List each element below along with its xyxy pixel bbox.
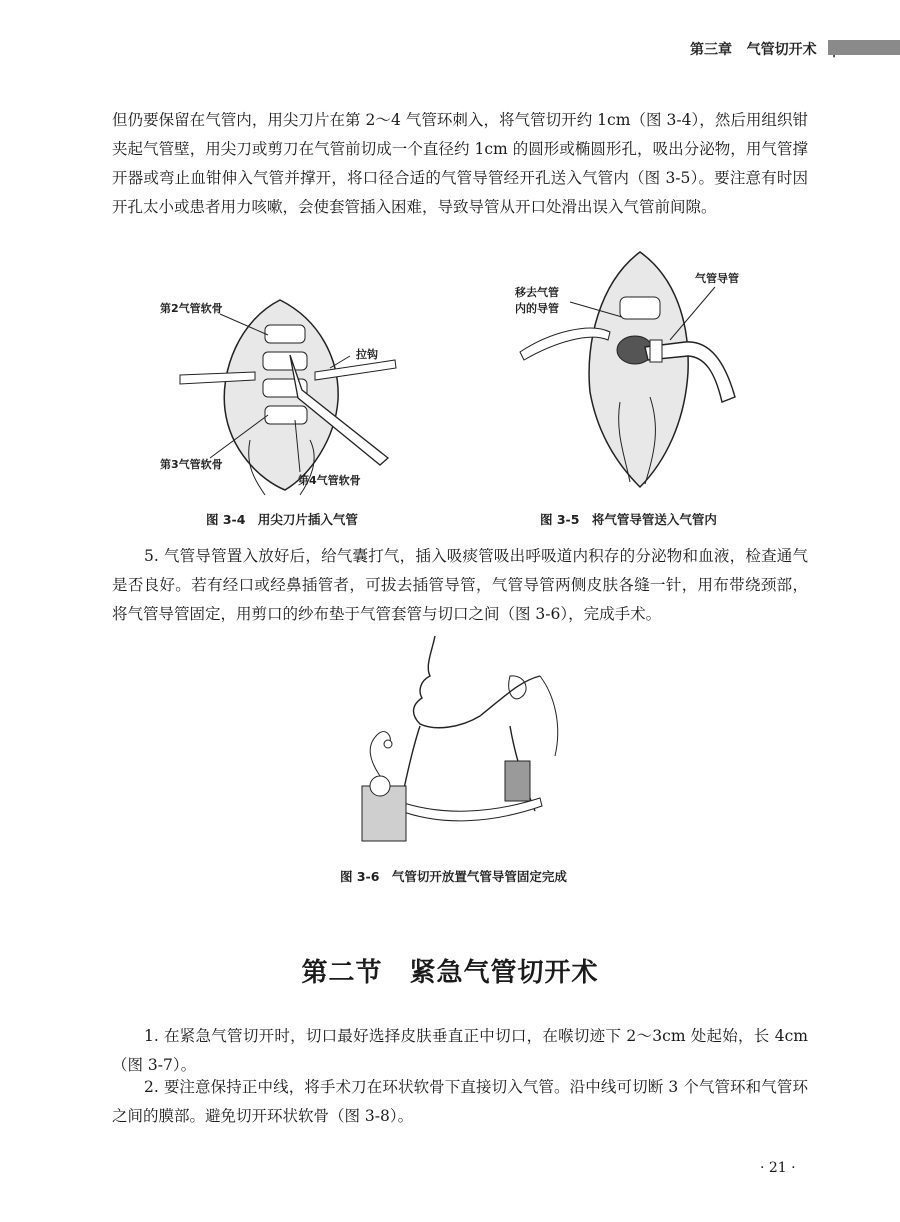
- figure-3-4-illustration: [160, 280, 410, 500]
- fig35-label-removed-tube-2: 内的导管: [515, 302, 559, 315]
- paragraph-3: 1. 在紧急气管切开时，切口最好选择皮肤垂直正中切口，在喉切迹下 2～3cm 处起始，长 4cm（图 3-7）。: [112, 1027, 808, 1074]
- figure-3-5-caption: 图 3-5 将气管导管送入气管内: [540, 512, 717, 527]
- header-title: 气管切开术: [746, 42, 817, 58]
- fig35-label-removed-tube-1: 移去气管: [515, 286, 559, 299]
- section-title: 第二节 紧急气管切开术: [301, 958, 599, 988]
- fig34-label-retractor: 拉钩: [356, 348, 378, 361]
- figure-3-4-caption: 图 3-4 用尖刀片插入气管: [206, 512, 358, 527]
- running-header: [690, 39, 837, 59]
- paragraph-2: 5. 气管导管置入放好后，给气囊打气，插入吸痰管吸出呼吸道内积存的分泌物和血液，检查通气是否良好。若有经口或经鼻插管者，可拔去插管导管，气管导管两侧皮肤各缝一针，用布带绕颈部，将气管导管固定，用剪口的纱布垫于气管套管与切口之间（图 3-6），完成手术。: [112, 547, 808, 623]
- figure-3-5-illustration: [510, 222, 760, 494]
- header-chapter: 第三章: [690, 42, 732, 58]
- header-bar: [828, 40, 900, 55]
- paragraph-1: 但仍要保留在气管内，用尖刀片在第 2～4 气管环刺入，将气管切开约 1cm（图 3-4），然后用组织钳夹起气管壁，用尖刀或剪刀在气管前切成一个直径约 1cm 的圆形或椭圆形孔，吸出分泌物，用气管撑开器或弯止血钳伸入气管并撑开，将口径合适的气管导管经开孔送入气管内（图 3-5）。要注意有时因开孔太小或患者用力咳嗽，会使套管插入困难，导致导管从开口处滑出误入气管前间隙。: [112, 111, 808, 216]
- page-number: · 21 ·: [760, 1160, 796, 1176]
- fig34-label-2nd-cartilage: 第2气管软骨: [160, 302, 223, 315]
- paragraph-4: 2. 要注意保持正中线，将手术刀在环状软骨下直接切入气管。沿中线可切断 3 个气管环和气管环之间的膜部。避免切开环状软骨（图 3-8）。: [112, 1078, 808, 1125]
- fig35-label-tracheal-tube: 气管导管: [695, 272, 739, 285]
- figure-3-6-illustration: [340, 636, 570, 854]
- fig34-label-4th-cartilage: 第4气管软骨: [298, 474, 361, 487]
- figure-3-6-caption: 图 3-6 气管切开放置气管导管固定完成: [340, 869, 567, 884]
- fig34-label-3rd-cartilage: 第3气管软骨: [160, 458, 223, 471]
